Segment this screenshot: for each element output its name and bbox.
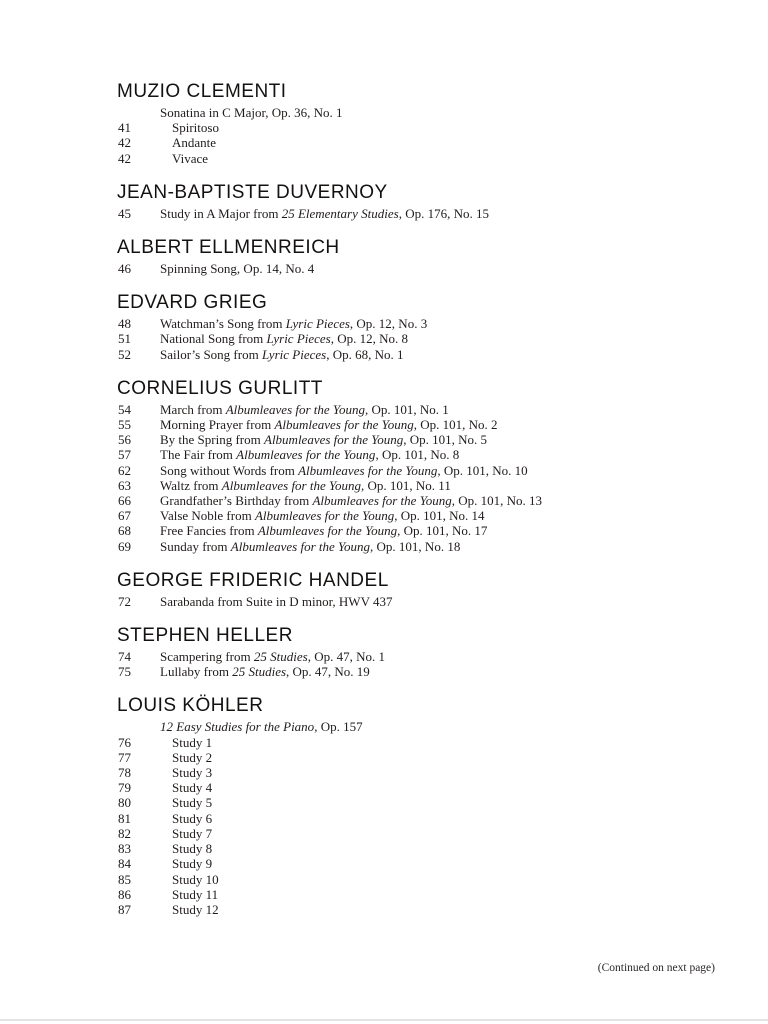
title-segment: Sailor’s Song from: [160, 346, 262, 362]
entry-title: [160, 447, 459, 462]
entry-title: [160, 105, 343, 120]
title-italic-segment: Lyric Pieces: [285, 316, 350, 332]
entry-title: [160, 478, 451, 493]
entry-title: [160, 780, 212, 795]
toc-entry-row: [117, 523, 718, 538]
title-segment: , Op. 101, No. 18: [370, 538, 461, 554]
title-segment: Study in A Major from: [160, 205, 282, 221]
title-segment: , Op. 101, No. 1: [364, 401, 449, 417]
toc-entry-row: [117, 735, 718, 750]
title-segment: , Op. 101, No. 14: [394, 508, 485, 524]
title-segment: Andante: [172, 135, 217, 151]
title-segment: Sarabanda from Suite in D minor, HWV 437: [160, 593, 393, 609]
page-bottom-edge: [0, 1019, 768, 1021]
title-segment: Study 12: [172, 901, 219, 917]
title-italic-segment: 25 Studies: [232, 664, 287, 680]
toc-entry-row: [117, 664, 718, 679]
composer-heading: CORNELIUS GURLITT: [117, 377, 323, 399]
toc-content: [117, 81, 718, 917]
entry-page-number: 51: [118, 331, 131, 347]
title-segment: , Op. 101, No. 10: [437, 462, 528, 478]
title-segment: Vivace: [172, 150, 209, 166]
toc-entry-row: [117, 856, 718, 871]
title-segment: Study 5: [172, 795, 213, 811]
entry-page-number: 42: [118, 150, 131, 166]
toc-entry-row: [117, 539, 718, 554]
entry-title: [160, 664, 370, 679]
composer-heading: GEORGE FRIDERIC HANDEL: [117, 569, 389, 591]
title-italic-segment: 25 Elementary Studies: [281, 205, 399, 221]
title-segment: The Fair from: [160, 447, 237, 463]
entry-page-number: 83: [118, 841, 131, 857]
title-segment: By the Spring from: [160, 432, 264, 448]
toc-entry-row: [117, 594, 718, 609]
entry-title: [160, 316, 427, 331]
title-segment: , Op. 101, No. 13: [451, 493, 543, 509]
title-segment: Spiritoso: [172, 120, 219, 136]
title-segment: Lullaby from: [160, 664, 233, 680]
composer-section: [117, 569, 718, 609]
entry-page-number: 85: [118, 871, 131, 887]
title-segment: Valse Noble from: [160, 508, 255, 524]
composer-section: [117, 377, 718, 554]
toc-entry-row: [117, 649, 718, 664]
title-italic-segment: Lyric Pieces: [261, 346, 327, 362]
toc-entry-row: [117, 120, 718, 135]
entry-title: [160, 432, 487, 447]
toc-entry-row: [117, 780, 718, 795]
entry-title: [160, 539, 460, 554]
title-segment: , Op. 68, No. 1: [326, 346, 404, 362]
entry-page-number: 87: [118, 901, 131, 917]
title-segment: Study 11: [172, 886, 219, 902]
entry-page-number: 42: [118, 135, 131, 151]
toc-entry-row: [117, 135, 718, 150]
title-italic-segment: Albumleaves for the Young: [254, 508, 395, 524]
composer-section: [117, 81, 718, 166]
entry-title: [160, 493, 542, 508]
title-segment: Study 8: [172, 841, 213, 857]
entry-page-number: 81: [118, 810, 131, 826]
toc-entry-row: [117, 316, 718, 331]
entry-page-number: 57: [118, 447, 131, 463]
title-segment: , Op. 47, No. 19: [286, 664, 370, 680]
title-segment: Sunday from: [160, 538, 231, 554]
title-italic-segment: Albumleaves for the Young: [264, 432, 404, 448]
entry-title: [160, 508, 485, 523]
title-segment: , Op. 176, No. 15: [398, 205, 489, 221]
entry-title: [160, 887, 218, 902]
entry-page-number: 48: [118, 316, 131, 332]
toc-entry-row: [117, 795, 718, 810]
composer-heading: LOUIS KÖHLER: [117, 695, 264, 717]
composer-section: [117, 237, 718, 277]
entry-page-number: 86: [118, 886, 131, 902]
title-segment: , Op. 47, No. 1: [307, 649, 385, 665]
entry-title: [160, 463, 528, 478]
title-italic-segment: 12 Easy Studies for the Piano: [160, 719, 315, 735]
entry-page-number: 45: [118, 205, 131, 221]
toc-entry-row: [117, 872, 718, 887]
title-segment: Free Fancies from: [160, 523, 258, 539]
toc-entry-row: [117, 463, 718, 478]
toc-entry-row: [117, 402, 718, 417]
entry-page-number: 46: [118, 261, 131, 277]
title-segment: Scampering from: [160, 649, 254, 665]
entry-title: [160, 120, 219, 135]
entry-page-number: 56: [118, 432, 131, 448]
entry-title: [160, 331, 408, 346]
title-segment: Song without Words from: [160, 462, 299, 478]
entry-page-number: 63: [118, 477, 131, 493]
entry-title: [160, 902, 219, 917]
title-segment: Morning Prayer from: [160, 417, 275, 433]
entry-page-number: 72: [118, 593, 131, 609]
entry-page-number: 74: [118, 649, 131, 665]
title-segment: Study 1: [172, 734, 213, 750]
entry-page-number: 52: [118, 346, 131, 362]
entry-title: [160, 402, 449, 417]
composer-section: [117, 625, 718, 680]
title-italic-segment: Albumleaves for the Young: [230, 538, 371, 554]
toc-entry-row: [117, 750, 718, 765]
toc-entry-row: [117, 841, 718, 856]
title-segment: National Song from: [160, 331, 267, 347]
entry-page-number: 69: [118, 538, 131, 554]
composer-section: [117, 695, 718, 917]
toc-entry-row: [117, 508, 718, 523]
title-italic-segment: 25 Studies: [253, 649, 308, 665]
entry-page-number: 75: [118, 664, 131, 680]
title-segment: Study 7: [172, 825, 213, 841]
continued-note: (Continued on next page): [597, 962, 715, 974]
entry-page-number: 84: [118, 856, 131, 872]
composer-heading: EDVARD GRIEG: [117, 292, 268, 314]
entry-page-number: 76: [118, 734, 131, 750]
title-segment: , Op. 12, No. 3: [349, 316, 428, 332]
entry-title: [160, 765, 212, 780]
entry-page-number: 77: [118, 749, 131, 765]
entry-title: [160, 735, 212, 750]
entry-title: [160, 649, 385, 664]
toc-entry-row: [117, 765, 718, 780]
entry-page-number: 54: [118, 401, 131, 417]
toc-entry-row: [117, 493, 718, 508]
title-segment: Study 6: [172, 810, 213, 826]
title-segment: Study 10: [172, 871, 219, 887]
title-segment: Waltz from: [160, 477, 222, 493]
composer-heading: MUZIO CLEMENTI: [117, 81, 287, 102]
title-segment: Study 2: [172, 749, 213, 765]
toc-entry-row: [117, 887, 718, 902]
work-title-row: [117, 105, 718, 120]
title-segment: , Op. 101, No. 5: [403, 432, 488, 448]
title-segment: Watchman’s Song from: [160, 316, 286, 332]
title-segment: Study 9: [172, 856, 213, 872]
entry-title: [160, 856, 212, 871]
toc-entry-row: [117, 331, 718, 346]
entry-title: [160, 261, 314, 276]
composer-heading: ALBERT ELLMENREICH: [117, 237, 340, 259]
title-segment: , Op. 101, No. 8: [375, 447, 460, 463]
entry-title: [160, 206, 489, 221]
title-segment: Study 4: [172, 780, 213, 796]
toc-entry-row: [117, 826, 718, 841]
entry-title: [160, 841, 212, 856]
composer-heading: JEAN-BAPTISTE DUVERNOY: [117, 181, 388, 203]
toc-entry-row: [117, 417, 718, 432]
title-italic-segment: Lyric Pieces: [266, 331, 331, 347]
entry-page-number: 41: [118, 120, 131, 136]
entry-page-number: 55: [118, 417, 131, 433]
title-segment: March from: [160, 401, 226, 417]
title-segment: Study 3: [172, 765, 213, 781]
entry-title: [160, 594, 392, 609]
toc-entry-row: [117, 151, 718, 166]
entry-title: [160, 750, 212, 765]
title-italic-segment: Albumleaves for the Young: [298, 462, 438, 478]
entry-title: [160, 795, 212, 810]
toc-entry-row: [117, 902, 718, 917]
entry-title: [160, 719, 363, 734]
entry-page-number: 82: [118, 825, 131, 841]
title-segment: , Op. 101, No. 2: [413, 417, 498, 433]
work-title-row: [117, 719, 718, 734]
toc-entry-row: [117, 447, 718, 462]
entry-page-number: 79: [118, 780, 131, 796]
title-italic-segment: Albumleaves for the Young: [257, 523, 398, 539]
entry-title: [160, 811, 212, 826]
toc-entry-row: [117, 206, 718, 221]
entry-page-number: 80: [118, 795, 131, 811]
entry-title: [160, 417, 498, 432]
composer-section: [117, 181, 718, 221]
title-segment: , Op. 157: [314, 719, 363, 735]
entry-page-number: 78: [118, 765, 131, 781]
title-segment: Grandfather’s Birthday from: [160, 493, 313, 509]
title-segment: , Op. 12, No. 8: [330, 331, 409, 347]
entry-title: [160, 347, 403, 362]
title-segment: Sonatina in C Major, Op. 36, No. 1: [160, 105, 343, 120]
entry-title: [160, 523, 487, 538]
title-italic-segment: Albumleaves for the Young: [274, 417, 414, 433]
toc-entry-row: [117, 478, 718, 493]
title-segment: Spinning Song, Op. 14, No. 4: [160, 261, 315, 277]
title-segment: , Op. 101, No. 17: [397, 523, 488, 539]
entry-title: [160, 872, 219, 887]
toc-entry-row: [117, 347, 718, 362]
entry-page-number: 66: [118, 493, 131, 509]
toc-entry-row: [117, 811, 718, 826]
composer-section: [117, 292, 718, 362]
title-italic-segment: Albumleaves for the Young: [225, 401, 365, 417]
entry-title: [160, 135, 216, 150]
entry-page-number: 67: [118, 508, 131, 524]
title-italic-segment: Albumleaves for the Young: [236, 447, 376, 463]
title-segment: , Op. 101, No. 11: [361, 477, 451, 493]
entry-title: [160, 826, 212, 841]
title-italic-segment: Albumleaves for the Young: [312, 493, 452, 509]
entry-page-number: 68: [118, 523, 131, 539]
composer-heading: STEPHEN HELLER: [117, 625, 293, 647]
toc-entry-row: [117, 261, 718, 276]
title-italic-segment: Albumleaves for the Young: [221, 477, 362, 493]
entry-title: [160, 151, 208, 166]
toc-entry-row: [117, 432, 718, 447]
entry-page-number: 62: [118, 462, 131, 478]
